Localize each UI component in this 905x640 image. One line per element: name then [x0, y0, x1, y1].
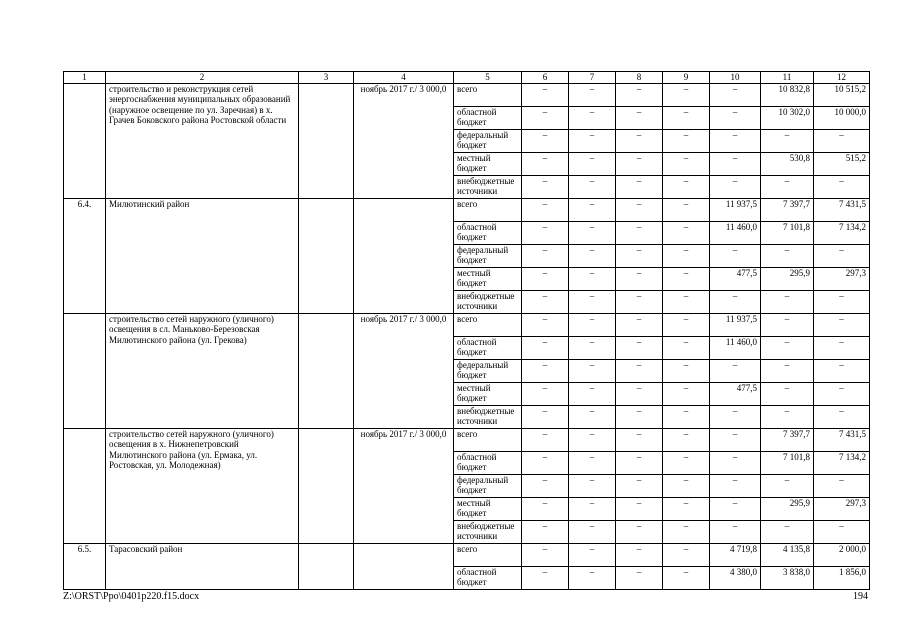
value-cell: –	[569, 106, 616, 129]
value-cell: –	[814, 129, 870, 152]
value-cell: –	[814, 244, 870, 267]
header-cell: 12	[814, 72, 870, 84]
item-deadline: ноябрь 2017 г./ 3 000,0	[354, 83, 454, 198]
funding-source: областной бюджет	[454, 451, 522, 474]
value-cell: 1 856,0	[814, 566, 870, 589]
funding-source: всего	[454, 428, 522, 451]
value-cell: –	[761, 290, 814, 313]
value-cell: 4 380,0	[710, 566, 761, 589]
value-cell: –	[663, 106, 710, 129]
value-cell: 477,5	[710, 267, 761, 290]
value-cell: –	[616, 405, 663, 428]
value-cell: –	[616, 106, 663, 129]
value-cell: –	[761, 175, 814, 198]
value-cell: –	[522, 520, 569, 543]
header-cell: 1	[64, 72, 106, 84]
value-cell: –	[710, 129, 761, 152]
item-name: Тарасовский район	[106, 543, 299, 589]
value-cell: –	[761, 129, 814, 152]
value-cell: –	[616, 244, 663, 267]
value-cell: –	[616, 566, 663, 589]
item-number: 6.4.	[64, 198, 106, 313]
value-cell: –	[710, 175, 761, 198]
item-col3	[299, 198, 354, 313]
item-name: строительство сетей наружного (уличного) освещения в сл. Маньково-Березовская Милютинского района (ул. Грекова)	[106, 313, 299, 428]
value-cell: 10 302,0	[761, 106, 814, 129]
item-name: строительство сетей наружного (уличного) освещения в х. Нижнепетровский Милютинского района (ул. Ермака, ул. Ростовская, ул. Молодежная)	[106, 428, 299, 543]
item-deadline: ноябрь 2017 г./ 3 000,0	[354, 313, 454, 428]
value-cell: 530,8	[761, 152, 814, 175]
funding-source: внебюджетные источники	[454, 290, 522, 313]
value-cell: 2 000,0	[814, 543, 870, 566]
value-cell: –	[522, 428, 569, 451]
value-cell: –	[522, 382, 569, 405]
funding-source: местный бюджет	[454, 382, 522, 405]
value-cell: –	[569, 175, 616, 198]
value-cell: 7 431,5	[814, 428, 870, 451]
value-cell: –	[663, 520, 710, 543]
funding-source: федеральный бюджет	[454, 474, 522, 497]
value-cell: –	[663, 566, 710, 589]
value-cell: –	[710, 106, 761, 129]
funding-source: областной бюджет	[454, 566, 522, 589]
value-cell: –	[616, 520, 663, 543]
value-cell: –	[569, 83, 616, 106]
value-cell: –	[663, 290, 710, 313]
value-cell: –	[710, 520, 761, 543]
value-cell: –	[569, 290, 616, 313]
footer-file-path: Z:\ORST\Ppo\0401p220.f15.docx	[63, 591, 200, 602]
value-cell: –	[616, 336, 663, 359]
value-cell: 7 397,7	[761, 428, 814, 451]
table-row	[64, 198, 870, 221]
value-cell: –	[569, 336, 616, 359]
value-cell: –	[522, 267, 569, 290]
item-name: строительство и реконструкция сетей энергоснабжения муниципальных образований (наружное освещение по ул. Заречная) в х. Грачев Боковского района Ростовской области	[106, 83, 299, 198]
value-cell: –	[522, 497, 569, 520]
value-cell: –	[710, 474, 761, 497]
value-cell: 295,9	[761, 497, 814, 520]
header-cell: 4	[354, 72, 454, 84]
value-cell: –	[569, 405, 616, 428]
value-cell: –	[761, 382, 814, 405]
value-cell: 10 515,2	[814, 83, 870, 106]
budget-table	[63, 71, 870, 590]
item-col3	[299, 83, 354, 198]
value-cell: 7 431,5	[814, 198, 870, 221]
value-cell: 11 460,0	[710, 336, 761, 359]
value-cell: –	[814, 175, 870, 198]
value-cell: –	[569, 359, 616, 382]
value-cell: –	[663, 198, 710, 221]
value-cell: –	[569, 382, 616, 405]
funding-source: областной бюджет	[454, 336, 522, 359]
value-cell: –	[663, 428, 710, 451]
value-cell: –	[569, 244, 616, 267]
value-cell: –	[522, 175, 569, 198]
value-cell: –	[761, 405, 814, 428]
value-cell: –	[616, 175, 663, 198]
value-cell: –	[569, 313, 616, 336]
value-cell: –	[710, 451, 761, 474]
value-cell: –	[663, 474, 710, 497]
value-cell: 11 937,5	[710, 198, 761, 221]
value-cell: –	[814, 313, 870, 336]
value-cell: –	[569, 451, 616, 474]
value-cell: –	[569, 543, 616, 566]
value-cell: –	[663, 543, 710, 566]
value-cell: –	[522, 566, 569, 589]
value-cell: –	[663, 267, 710, 290]
value-cell: –	[522, 359, 569, 382]
value-cell: –	[569, 198, 616, 221]
value-cell: –	[522, 290, 569, 313]
header-cell: 6	[522, 72, 569, 84]
value-cell: –	[522, 198, 569, 221]
value-cell: –	[710, 290, 761, 313]
funding-source: федеральный бюджет	[454, 244, 522, 267]
value-cell: –	[522, 244, 569, 267]
item-deadline: ноябрь 2017 г./ 3 000,0	[354, 428, 454, 543]
header-cell: 11	[761, 72, 814, 84]
header-cell: 2	[106, 72, 299, 84]
value-cell: –	[569, 129, 616, 152]
header-cell: 3	[299, 72, 354, 84]
value-cell: –	[616, 474, 663, 497]
value-cell: –	[616, 359, 663, 382]
value-cell: –	[663, 83, 710, 106]
funding-source: федеральный бюджет	[454, 359, 522, 382]
header-row	[64, 72, 870, 84]
value-cell: –	[616, 83, 663, 106]
value-cell: –	[569, 221, 616, 244]
value-cell: 11 937,5	[710, 313, 761, 336]
value-cell: –	[761, 313, 814, 336]
value-cell: –	[814, 382, 870, 405]
funding-source: местный бюджет	[454, 267, 522, 290]
funding-source: внебюджетные источники	[454, 520, 522, 543]
header-cell: 7	[569, 72, 616, 84]
funding-source: внебюджетные источники	[454, 175, 522, 198]
value-cell: –	[616, 451, 663, 474]
value-cell: –	[522, 83, 569, 106]
value-cell: –	[616, 543, 663, 566]
value-cell: 7 134,2	[814, 451, 870, 474]
value-cell: –	[616, 129, 663, 152]
value-cell: –	[616, 152, 663, 175]
value-cell: –	[814, 290, 870, 313]
value-cell: –	[710, 497, 761, 520]
table-row	[64, 83, 870, 106]
value-cell: –	[616, 428, 663, 451]
value-cell: –	[814, 405, 870, 428]
item-number: 6.5.	[64, 543, 106, 589]
item-col3	[299, 428, 354, 543]
value-cell: –	[569, 474, 616, 497]
value-cell: –	[710, 83, 761, 106]
value-cell: –	[761, 520, 814, 543]
value-cell: 7 397,7	[761, 198, 814, 221]
value-cell: 297,3	[814, 497, 870, 520]
item-name: Милютинский район	[106, 198, 299, 313]
item-number	[64, 428, 106, 543]
funding-source: всего	[454, 313, 522, 336]
value-cell: –	[569, 497, 616, 520]
funding-source: областной бюджет	[454, 221, 522, 244]
funding-source: местный бюджет	[454, 152, 522, 175]
value-cell: 3 838,0	[761, 566, 814, 589]
value-cell: –	[814, 474, 870, 497]
value-cell: –	[616, 267, 663, 290]
value-cell: –	[663, 313, 710, 336]
value-cell: 7 101,8	[761, 221, 814, 244]
table-body	[64, 83, 870, 589]
item-col3	[299, 543, 354, 589]
value-cell: –	[522, 129, 569, 152]
table-row	[64, 543, 870, 566]
item-number	[64, 313, 106, 428]
value-cell: –	[522, 474, 569, 497]
value-cell: –	[522, 451, 569, 474]
value-cell: 10 000,0	[814, 106, 870, 129]
value-cell: –	[616, 198, 663, 221]
value-cell: –	[663, 497, 710, 520]
value-cell: –	[522, 313, 569, 336]
funding-source: всего	[454, 543, 522, 566]
value-cell: –	[569, 428, 616, 451]
value-cell: –	[710, 152, 761, 175]
funding-source: федеральный бюджет	[454, 129, 522, 152]
value-cell: –	[710, 405, 761, 428]
value-cell: –	[814, 520, 870, 543]
funding-source: местный бюджет	[454, 497, 522, 520]
value-cell: –	[663, 152, 710, 175]
value-cell: –	[569, 267, 616, 290]
value-cell: –	[663, 221, 710, 244]
value-cell: –	[522, 152, 569, 175]
value-cell: 4 135,8	[761, 543, 814, 566]
value-cell: 11 460,0	[710, 221, 761, 244]
value-cell: –	[814, 359, 870, 382]
value-cell: –	[663, 359, 710, 382]
value-cell: 295,9	[761, 267, 814, 290]
value-cell: –	[616, 290, 663, 313]
value-cell: –	[761, 474, 814, 497]
item-deadline	[354, 198, 454, 313]
value-cell: 10 832,8	[761, 83, 814, 106]
value-cell: –	[522, 221, 569, 244]
value-cell: –	[616, 497, 663, 520]
value-cell: –	[761, 244, 814, 267]
value-cell: –	[616, 221, 663, 244]
value-cell: –	[522, 405, 569, 428]
item-deadline	[354, 543, 454, 589]
header-cell: 8	[616, 72, 663, 84]
table-header	[64, 72, 870, 84]
value-cell: 7 134,2	[814, 221, 870, 244]
item-number	[64, 83, 106, 198]
value-cell: –	[710, 359, 761, 382]
value-cell: 297,3	[814, 267, 870, 290]
value-cell: –	[710, 244, 761, 267]
header-cell: 5	[454, 72, 522, 84]
value-cell: –	[616, 313, 663, 336]
funding-source: внебюджетные источники	[454, 405, 522, 428]
value-cell: –	[663, 336, 710, 359]
value-cell: –	[663, 129, 710, 152]
value-cell: –	[663, 405, 710, 428]
value-cell: –	[710, 428, 761, 451]
item-col3	[299, 313, 354, 428]
funding-source: областной бюджет	[454, 106, 522, 129]
value-cell: 515,2	[814, 152, 870, 175]
value-cell: –	[761, 336, 814, 359]
value-cell: –	[522, 543, 569, 566]
value-cell: –	[663, 382, 710, 405]
header-cell: 10	[710, 72, 761, 84]
value-cell: –	[522, 106, 569, 129]
value-cell: –	[522, 336, 569, 359]
value-cell: –	[814, 336, 870, 359]
value-cell: –	[663, 244, 710, 267]
value-cell: –	[663, 451, 710, 474]
value-cell: –	[616, 382, 663, 405]
value-cell: –	[569, 520, 616, 543]
value-cell: –	[663, 175, 710, 198]
value-cell: 4 719,8	[710, 543, 761, 566]
value-cell: 7 101,8	[761, 451, 814, 474]
value-cell: –	[569, 566, 616, 589]
table-row	[64, 313, 870, 336]
value-cell: 477,5	[710, 382, 761, 405]
funding-source: всего	[454, 83, 522, 106]
value-cell: –	[761, 359, 814, 382]
table-row	[64, 428, 870, 451]
header-cell: 9	[663, 72, 710, 84]
value-cell: –	[569, 152, 616, 175]
page-number: 194	[853, 591, 868, 602]
funding-source: всего	[454, 198, 522, 221]
